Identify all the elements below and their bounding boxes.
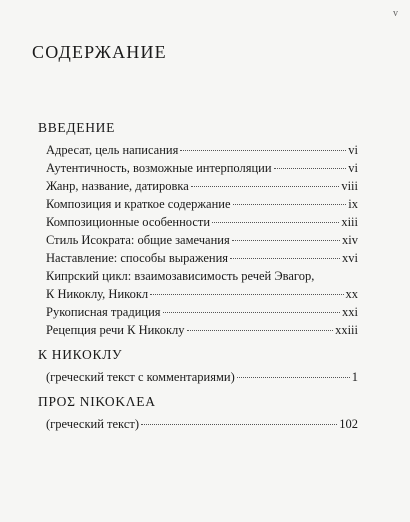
toc-entry-label: (греческий текст) [46,417,139,431]
section-title-to-nicocles: К НИКОКЛУ [38,347,123,362]
toc-entry-page: vi [348,161,358,175]
toc-entry-label: Композиционные особенности [46,215,211,229]
toc-entry-label: Кипрский цикл: взаимозависимость речей Эвагор, [46,269,315,283]
dot-leader [163,312,340,313]
table-of-contents [38,120,358,433]
toc-entry-label: Рукописная традиция [46,305,161,319]
toc-entry [46,141,358,159]
page-number: v [393,8,398,19]
dot-leader [150,294,343,295]
toc-entry [46,231,358,249]
toc-entry-page: xiv [342,233,358,247]
toc-entry-page: xx [345,287,358,301]
dot-leader [230,258,340,259]
toc-entry-label: Аутентичность, возможные интерполяции [46,161,272,175]
toc-entry-label: Наставление: способы выражения [46,251,229,265]
dot-leader [212,222,339,223]
toc-entry [46,159,358,177]
toc-entry [46,213,358,231]
dot-leader [233,204,347,205]
toc-entry-line [46,285,358,303]
toc-entry [46,195,358,213]
toc-entry [46,321,358,339]
dot-leader [191,186,339,187]
toc-entry-label: Адресат, цель написания [46,143,179,157]
toc-entry [46,303,358,321]
toc-entry-label: Композиция и краткое содержание [46,197,231,211]
dot-leader [237,377,350,378]
toc-entry [46,415,358,433]
dot-leader [141,424,337,425]
section-title-introduction: ВВЕДЕНИЕ [38,120,116,135]
section-title-greek: ΠΡΟΣ ΝΙΚΟΚΛΕΑ [38,394,156,409]
page-title: СОДЕРЖАНИЕ [32,42,167,62]
toc-entry-label: Жанр, название, датировка [46,179,189,193]
toc-entry-label: Рецепция речи К Никоклу [46,323,185,337]
toc-entry [46,249,358,267]
dot-leader [180,150,346,151]
toc-entry-label: (греческий текст с комментариями) [46,370,235,384]
toc-entry-page: xvi [342,251,358,265]
toc-entry-label: Стиль Исократа: общие замечания [46,233,230,247]
toc-entry-label-continued: К Никоклу, Никокл [46,287,149,301]
toc-entry-page: ix [348,197,358,211]
toc-entry-page: viii [341,179,358,193]
toc-entry [46,368,358,386]
toc-entry-page: xiii [341,215,358,229]
toc-entry-page: 1 [351,370,358,384]
toc-entry [46,267,358,303]
dot-leader [187,330,334,331]
toc-entry-page: xxi [342,305,358,319]
toc-entry-page: xxiii [335,323,358,337]
toc-entry-page: vi [348,143,358,157]
dot-leader [232,240,340,241]
dot-leader [274,168,347,169]
toc-entry-page: 102 [339,417,358,431]
toc-entry [46,177,358,195]
